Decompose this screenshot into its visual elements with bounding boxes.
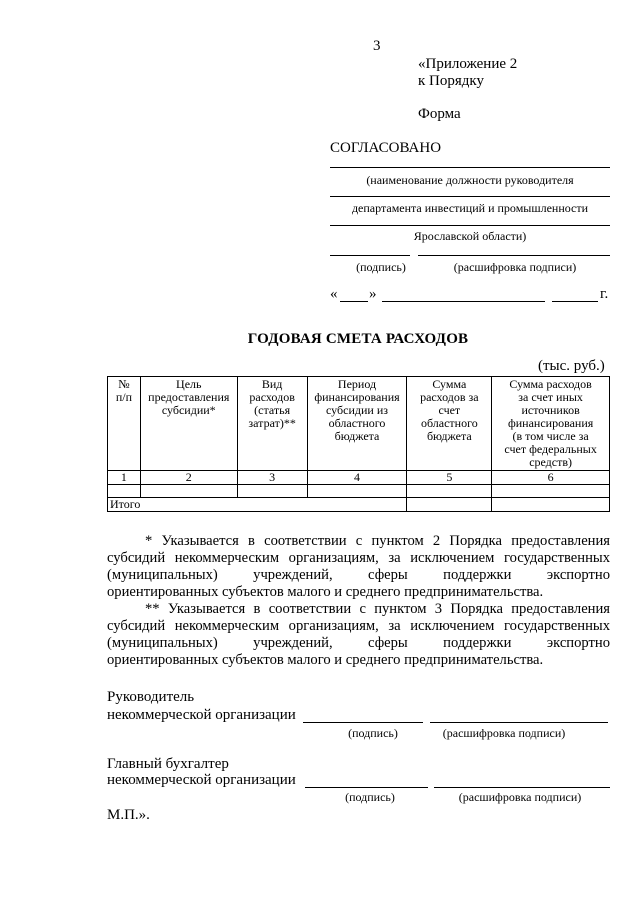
column-number: 5 — [407, 471, 492, 485]
appendix-line2: к Порядку — [418, 73, 484, 89]
footnote-1 — [107, 533, 610, 601]
total-other-cell[interactable] — [492, 498, 610, 512]
column-number: 3 — [237, 471, 307, 485]
position-caption-3: Ярославской области) — [413, 229, 527, 243]
head-signature-caption: (подпись) — [348, 726, 398, 740]
table-cell[interactable] — [237, 485, 307, 498]
position-field-line-3 — [330, 225, 610, 226]
footnote-1-line: (муниципальных) учреждений, сферы поддержки экспортно — [107, 567, 610, 583]
column-number: 2 — [140, 471, 237, 485]
page-title: ГОДОВАЯ СМЕТА РАСХОДОВ — [247, 331, 469, 347]
page-number: 3 — [373, 38, 381, 54]
budget-table — [107, 376, 610, 512]
total-regional-cell[interactable] — [407, 498, 492, 512]
table-cell[interactable] — [407, 485, 492, 498]
footnote-2-line: (муниципальных) учреждений, сферы поддержки экспортно — [107, 635, 610, 651]
table-header-row — [108, 377, 610, 471]
column-number: 1 — [108, 471, 141, 485]
header-cell: Период финансирования субсидии из областного бюджета — [307, 377, 407, 471]
accountant-decode-caption: (расшифровка подписи) — [458, 790, 582, 804]
date-month-line — [382, 301, 545, 302]
position-field-line-1 — [330, 167, 610, 168]
head-title-line2: некоммерческой организации — [107, 707, 296, 723]
column-number-row — [108, 471, 610, 485]
position-field-line-2 — [330, 196, 610, 197]
date-year-line — [552, 301, 598, 302]
accountant-signature-line — [305, 787, 428, 788]
approval-decode-line — [418, 255, 610, 256]
table-row — [108, 485, 610, 498]
table-cell[interactable] — [140, 485, 237, 498]
date-day-line — [340, 301, 368, 302]
column-number: 4 — [307, 471, 407, 485]
date-close-quote: » — [369, 286, 377, 302]
total-label: Итого — [108, 498, 407, 512]
footnote-1-line: * Указывается в соответствии с пунктом 2 Порядка предоставления — [145, 533, 610, 549]
date-year-suffix: г. — [600, 286, 609, 302]
accountant-title-line1: Главный бухгалтер — [107, 756, 229, 772]
table-cell[interactable] — [108, 485, 141, 498]
header-cell: Сумма расходов за счет областного бюджета — [407, 377, 492, 471]
footnote-1-line: ориентированных субъектов малого и среднего предпринимательства. — [107, 584, 544, 600]
position-caption-2: департамента инвестиций и промышленности — [351, 201, 589, 215]
head-title-line1: Руководитель — [107, 689, 195, 705]
accountant-title-line2: некоммерческой организации — [107, 772, 296, 788]
header-cell: Сумма расходов за счет иных источников финансирования (в том числе за счет федеральных средств) — [492, 377, 610, 471]
stamp-label: М.П.». — [107, 807, 150, 823]
appendix-line1: «Приложение 2 — [418, 56, 518, 72]
footnote-2-line: ** Указывается в соответствии с пунктом 3 Порядка предоставления — [145, 601, 610, 617]
header-cell: Вид расходов (статья затрат)** — [237, 377, 307, 471]
footnote-2-line: ориентированных субъектов малого и среднего предпринимательства. — [107, 652, 544, 668]
head-decode-caption: (расшифровка подписи) — [442, 726, 566, 740]
footnote-2-line: субсидий некоммерческим организациям, за исключением государственных — [107, 618, 610, 634]
footnote-2 — [107, 601, 610, 669]
header-cell: Цель предоставления субсидии* — [140, 377, 237, 471]
head-signature-line — [303, 722, 423, 723]
footnote-1-line: субсидий некоммерческим организациям, за исключением государственных — [107, 550, 610, 566]
table-cell[interactable] — [307, 485, 407, 498]
accountant-signature-caption: (подпись) — [345, 790, 395, 804]
header-cell: № п/п — [108, 377, 141, 471]
table-cell[interactable] — [492, 485, 610, 498]
column-number: 6 — [492, 471, 610, 485]
accountant-decode-line — [434, 787, 610, 788]
head-decode-line — [430, 722, 608, 723]
total-row — [108, 498, 610, 512]
approval-decode-caption: (расшифровка подписи) — [453, 260, 577, 274]
form-label: Форма — [418, 106, 461, 122]
approval-signature-caption: (подпись) — [356, 260, 406, 274]
approval-signature-line — [330, 255, 410, 256]
date-open-quote: « — [330, 286, 338, 302]
position-caption-1: (наименование должности руководителя — [366, 173, 574, 187]
approval-heading: СОГЛАСОВАНО — [330, 140, 442, 156]
units-label: (тыс. руб.) — [538, 358, 605, 374]
